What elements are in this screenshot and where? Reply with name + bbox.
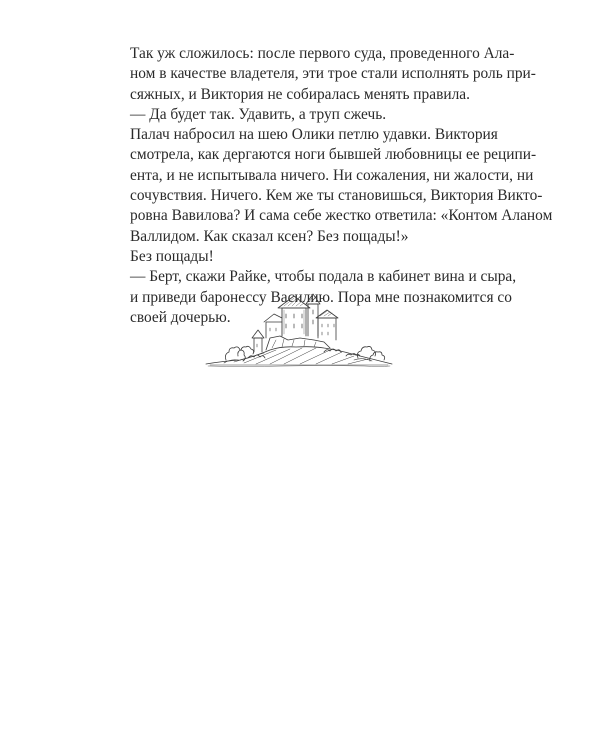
text-line: Без пощады! <box>130 247 214 265</box>
text-line: Палач набросил на шею Олики петлю удавки. Виктория <box>130 126 498 144</box>
paragraph-1 <box>114 44 536 105</box>
text-line: сочувствия. Ничего. Кем же ты становишься, Виктория Викто- <box>130 187 543 205</box>
vignette-strokes <box>206 294 392 367</box>
paragraph-3 <box>114 125 553 247</box>
paragraph-2 <box>114 105 488 125</box>
paragraph-4 <box>114 247 488 267</box>
text-line: — Да будет так. Удавить, а труп сжечь. <box>130 105 387 123</box>
text-line: ровна Вавилова? И сама себе жестко ответила: «Контом Аланом <box>130 207 553 225</box>
text-line: — Берт, скажи Райке, чтобы подала в кабинет вина и сыра, <box>130 268 517 286</box>
text-line: ента, и не испытывала ничего. Ни сожаления, ни жалости, ни <box>130 166 534 184</box>
text-line: сяжных, и Виктория не собиралась менять правила. <box>130 85 470 103</box>
text-line: ном в качестве владетеля, эти трое стали исполнять роль при- <box>130 65 536 83</box>
text-block <box>114 44 553 328</box>
castle-on-hill-engraving-icon <box>204 290 394 372</box>
text-line: Так уж сложилось: после первого суда, проведенного Ала- <box>130 45 515 62</box>
text-line: и приведи баронессу Василию. Пора мне познакомится со <box>130 288 512 306</box>
text-line: смотрела, как дергаются ноги бывшей любовницы ее реципи- <box>130 146 537 164</box>
text-line: Валлидом. Как сказал ксен? Без пощады!» <box>130 227 409 245</box>
text-line: своей дочерью. <box>130 308 231 326</box>
